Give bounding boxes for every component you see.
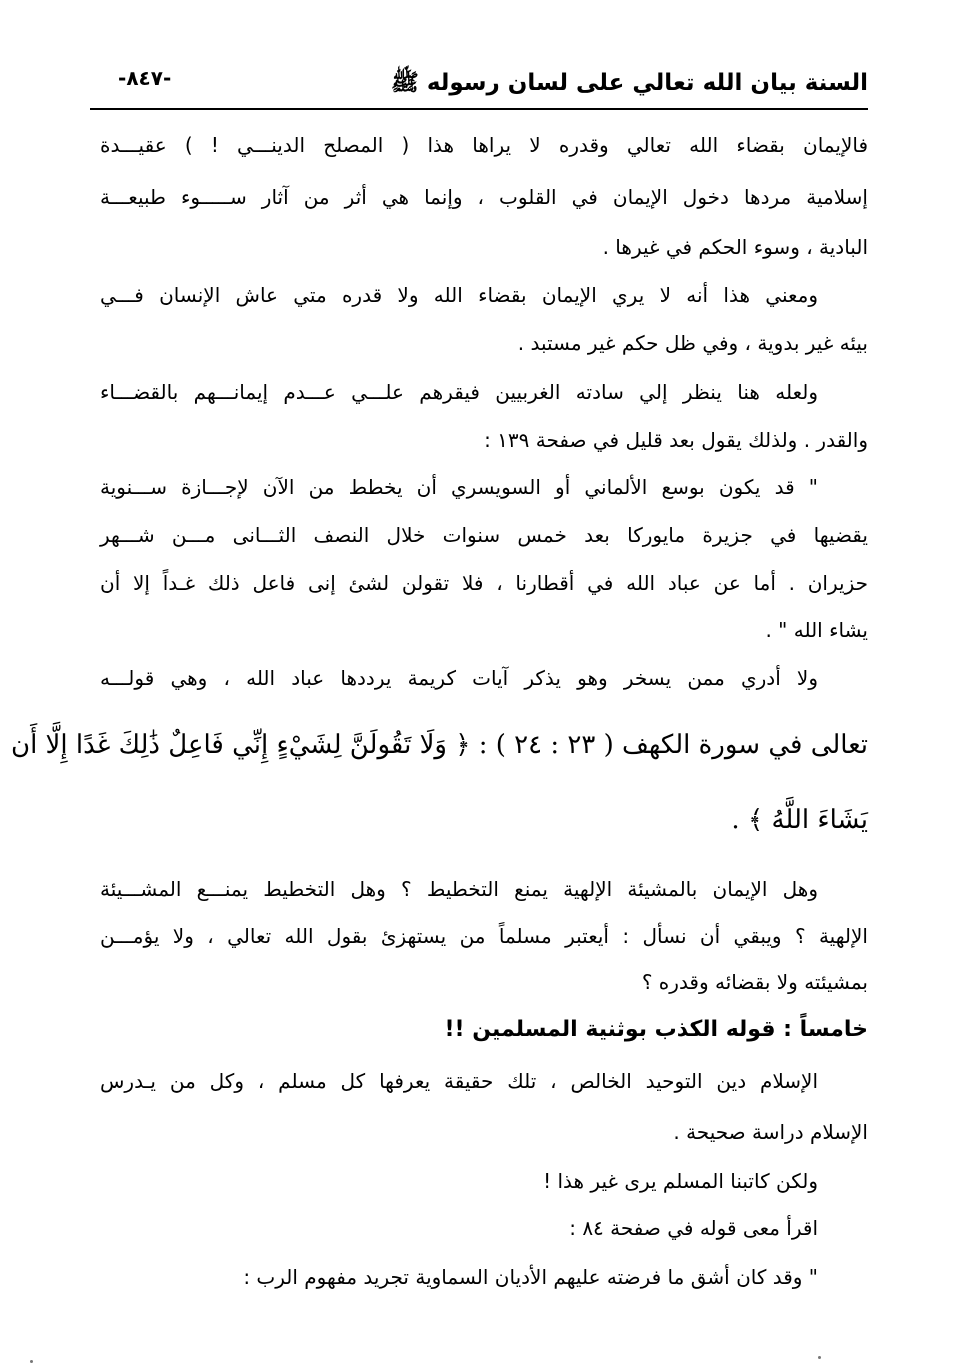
text-line: ومعني هذا أنه لا يري الإيمان بقضاء الله ولا قدره متي عاش الإنسان فـــي <box>100 283 818 307</box>
scan-speck <box>30 1360 33 1363</box>
quran-verse-line: تعالى في سورة الكهف ( ٢٣ : ٢٤ ) : ﴿ وَلَا تَقُولَنَّ لِشَيْءٍ إِنِّي فَاعِلٌ ذَٰلِكَ غَدًا إِلَّا أَن <box>10 730 868 760</box>
text-line: فالإيمان بقضاء الله تعالي وقدره لا يراها هذا ( المصلح الدينـــي ! ) عقيـــدة <box>100 133 868 157</box>
text-line: الإسلام دراسة صحيحة . <box>673 1120 868 1144</box>
text-line: " قد يكون بوسع الألماني أو السويسري أن يخطط من الآن لإجـــازة ســـنوية <box>100 475 818 499</box>
scan-speck <box>818 1356 821 1359</box>
text-line: ولعله هنا ينظر إلي سادته الغربيين فيقرهم علـــي عـــدم إيمانـــهم بالقضـــاء <box>100 380 818 404</box>
text-line: والقدر . ولذلك يقول بعد قليل في صفحة ١٣٩ : <box>484 428 868 452</box>
text-line: وهل الإيمان بالمشيئة الإلهية يمنع التخطيط ؟ وهل التخطيط يمنـــع المشـــيئة <box>100 877 818 901</box>
text-line: " وقد كان أشق ما فرضته عليهم الأديان السماوية تجريد مفهوم الرب : <box>243 1265 818 1289</box>
text-line: يشاء الله " . <box>765 618 868 642</box>
text-line: البادية ، وسوء الحكم في غيرها . <box>602 235 868 259</box>
text-line: إسلامية مردها دخول الإيمان في القلوب ، وإنما هي أثر من آثار ســـــوء طبيعـــة <box>100 185 868 209</box>
section-heading: خامساً : قوله الكذب بوثنية المسلمين !! <box>444 1017 868 1042</box>
page-number: -٨٤٧- <box>118 66 172 90</box>
text-line: بيئه غير بدوية ، وفي ظل حكم غير مستبد . <box>517 331 868 355</box>
text-line: الإسلام دين التوحيد الخالص ، تلك حقيقة يعرفها كل مسلم ، وكل من يـدرس <box>100 1069 818 1093</box>
text-line: حزيران . أما عن عباد الله في أقطارنا ، فلا تقولن لشئ إنى فاعل ذلك غـداً إلا أن <box>100 571 868 595</box>
page-header <box>90 62 868 110</box>
text-line: ولا أدري ممن يسخر وهو يذكر آيات كريمة يرددها عباد الله ، وهي قولـــه <box>100 666 818 690</box>
text-line: اقرأ معى قوله في صفحة ٨٤ : <box>569 1216 818 1240</box>
text-line: يقضيها في جزيرة مايوركا بعد خمس سنوات خلال النصف الثـــانى مـــن شـــهر <box>100 523 868 547</box>
text-line: بمشيئته ولا بقضائه وقدره ؟ <box>641 970 868 994</box>
header-title: السنة بيان الله تعالي على لسان رسوله ﷺ <box>391 70 868 96</box>
text-line: ولكن كاتبنا المسلم يرى غير هذا ! <box>543 1169 818 1193</box>
text-line: الإلهية ؟ ويبقي أن نسأل : أيعتبر مسلماً من يستهزئ بقول الله تعالي ، ولا يؤمـــن <box>100 924 868 948</box>
quran-verse-line: يَشَاءَ اللَّهُ ﴾ . <box>731 805 868 835</box>
